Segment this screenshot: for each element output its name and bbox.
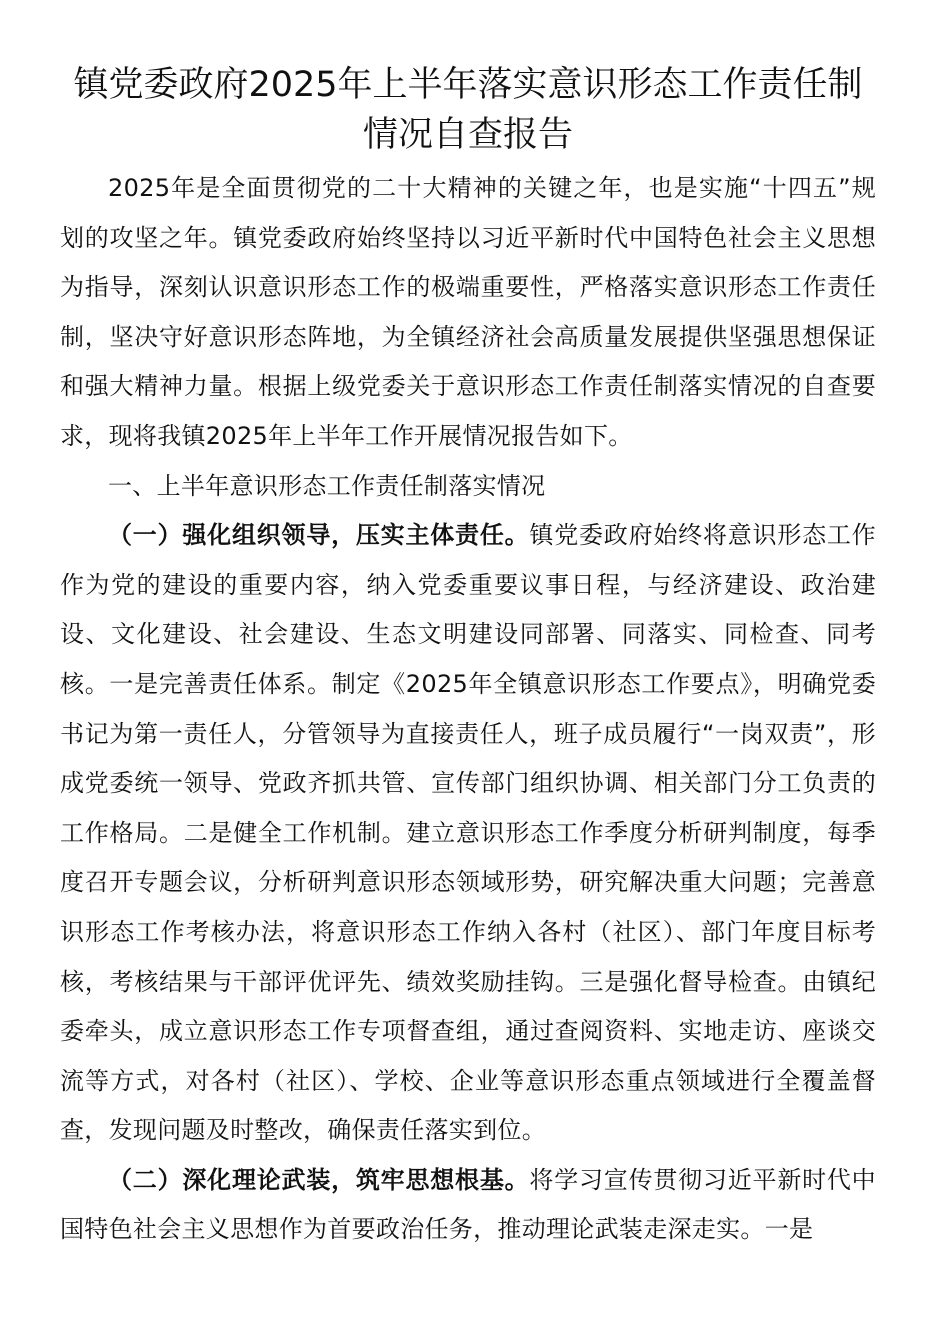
item-2-body: 将学习宣传贯彻习近平新时代中国特色社会主义思想作为首要政治任务，推动理论武装走深走实。一是 [60,1165,876,1244]
item-1-paragraph [60,511,876,1156]
document-body [60,164,876,1255]
item-2-lead: （二）深化理论武装，筑牢思想根基。 [108,1165,530,1194]
item-2-paragraph [60,1156,876,1255]
document-title [60,60,876,160]
title-line-2: 情况自查报告 [362,115,573,155]
intro-paragraph: 2025年是全面贯彻党的二十大精神的关键之年，也是实施“十四五”规划的攻坚之年。镇党委政府始终坚持以习近平新时代中国特色社会主义思想为指导，深刻认识意识形态工作的极端重要性，严格落实意识形态工作责任制，坚决守好意识形态阵地，为全镇经济社会高质量发展提供坚强思想保证和强大精神力量。根据上级党委关于意识形态工作责任制落实情况的自查要求，现将我镇2025年上半年工作开展情况报告如下。 [60,174,876,450]
section-heading: 一、上半年意识形态工作责任制落实情况 [108,471,546,500]
title-line-1: 镇党委政府2025年上半年落实意识形态工作责任制 [73,65,863,105]
item-1-lead: （一）强化组织领导，压实主体责任。 [108,521,530,550]
item-1-body: 镇党委政府始终将意识形态工作作为党的建设的重要内容，纳入党委重要议事日程，与经济建设、政治建设、文化建设、社会建设、生态文明建设同部署、同落实、同检查、同考核。一是完善责任体系。制定《2025年全镇意识形态工作要点》，明确党委书记为第一责任人，分管领导为直接责任人，班子成员履行“一岗双责”，形成党委统一领导、党政齐抓共管、宣传部门组织协调、相关部门分工负责的工作格局。二是健全工作机制。建立意识形态工作季度分析研判制度，每季度召开专题会议，分析研判意识形态领域形势，研究解决重大问题；完善意识形态工作考核办法，将意识形态工作纳入各村（社区）、部门年度目标考核，考核结果与干部评优评先、绩效奖励挂钩。三是强化督导检查。由镇纪委牵头，成立意识形态工作专项督查组，通过查阅资料、实地走访、座谈交流等方式，对各村（社区）、学校、企业等意识形态重点领域进行全覆盖督查，发现问题及时整改，确保责任落实到位。 [60,521,876,1145]
